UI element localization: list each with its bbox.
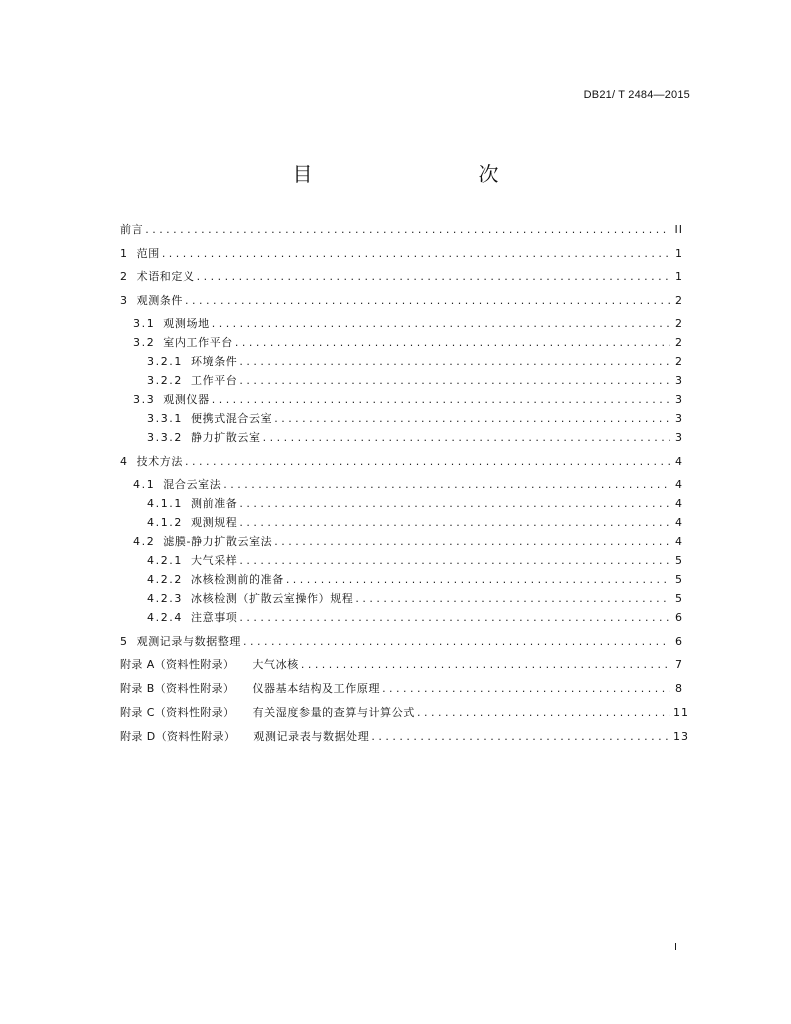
toc-entry[interactable] bbox=[120, 454, 683, 470]
toc-entry-page: 3 bbox=[675, 374, 683, 387]
toc-entry-page: 1 bbox=[675, 270, 683, 283]
toc-entry-number: 4.2.2 bbox=[147, 573, 183, 586]
toc-entry[interactable] bbox=[120, 316, 683, 332]
toc-entry-page: 3 bbox=[675, 393, 683, 406]
toc-entry-number: 附录 B（资料性附录） bbox=[120, 682, 235, 695]
toc-entry[interactable] bbox=[120, 269, 683, 285]
toc-entry-number: 1 bbox=[120, 247, 129, 260]
toc-entry-label: 环境条件 bbox=[191, 355, 238, 368]
toc-entry[interactable] bbox=[120, 634, 683, 650]
toc-dot-leader bbox=[145, 222, 670, 238]
toc-entry-page: 5 bbox=[675, 592, 683, 605]
toc-entry-number: 3.3 bbox=[133, 393, 156, 406]
toc-entry[interactable] bbox=[120, 246, 683, 262]
toc-entry-page: 11 bbox=[673, 706, 689, 719]
toc-dot-leader bbox=[235, 335, 670, 351]
toc-entry-label: 观测仪器 bbox=[163, 393, 210, 406]
toc-entry-number: 附录 A（资料性附录） bbox=[120, 658, 235, 671]
toc-dot-leader bbox=[212, 392, 670, 408]
toc-entry[interactable] bbox=[120, 681, 683, 697]
toc-entry-number: 4.2.4 bbox=[147, 611, 183, 624]
toc-dot-leader bbox=[355, 591, 670, 607]
standard-code: DB21/ T 2484—2015 bbox=[583, 89, 690, 101]
toc-entry-page: 4 bbox=[675, 455, 683, 468]
toc-dot-leader bbox=[286, 572, 670, 588]
toc-entry-page: 1 bbox=[675, 247, 683, 260]
toc-entry-number: 2 bbox=[120, 270, 129, 283]
toc-entry[interactable] bbox=[120, 591, 683, 607]
toc-entry-number: 3.1 bbox=[133, 317, 156, 330]
toc-entry-page: 5 bbox=[675, 573, 683, 586]
toc-dot-leader bbox=[371, 729, 670, 745]
toc-entry-label: 滤膜-静力扩散云室法 bbox=[163, 535, 273, 548]
toc-entry-label: 范围 bbox=[136, 247, 160, 260]
toc-entry-number: 4.1.1 bbox=[147, 497, 183, 510]
toc-entry[interactable] bbox=[120, 515, 683, 531]
toc-entry-label: 混合云室法 bbox=[163, 478, 222, 491]
toc-entry[interactable] bbox=[120, 705, 689, 721]
toc-dot-leader bbox=[185, 454, 670, 470]
toc-entry-number: 4.2 bbox=[133, 535, 156, 548]
toc-entry[interactable] bbox=[120, 729, 689, 745]
toc-entry-number: 3.2.1 bbox=[147, 355, 183, 368]
toc-entry-page: II bbox=[674, 223, 683, 236]
toc-entry-number: 3.2 bbox=[133, 336, 156, 349]
toc-entry-page: 2 bbox=[675, 336, 683, 349]
toc-entry[interactable] bbox=[120, 222, 683, 238]
toc-entry-number: 3.2.2 bbox=[147, 374, 183, 387]
toc-dot-leader bbox=[274, 534, 670, 550]
toc-dot-leader bbox=[239, 496, 670, 512]
toc-dot-leader bbox=[239, 553, 670, 569]
toc-entry-label: 注意事项 bbox=[191, 611, 238, 624]
toc-entry-page: 4 bbox=[675, 535, 683, 548]
toc-dot-leader bbox=[162, 246, 670, 262]
toc-entry-number: 3 bbox=[120, 294, 129, 307]
toc-entry-number: 4.1 bbox=[133, 478, 156, 491]
toc-entry-label: 便携式混合云室 bbox=[191, 412, 273, 425]
toc-dot-leader bbox=[417, 705, 670, 721]
page-number: I bbox=[674, 942, 677, 953]
toc-entry-number: 5 bbox=[120, 635, 129, 648]
toc-entry-page: 5 bbox=[675, 554, 683, 567]
toc-entry[interactable] bbox=[120, 477, 683, 493]
toc-entry-page: 4 bbox=[675, 478, 683, 491]
toc-entry-label: 工作平台 bbox=[191, 374, 238, 387]
page-title: 目 次 bbox=[292, 162, 541, 186]
toc-dot-leader bbox=[239, 515, 670, 531]
toc-dot-leader bbox=[382, 681, 670, 697]
toc-entry[interactable] bbox=[120, 572, 683, 588]
toc-entry-number: 3.3.1 bbox=[147, 412, 183, 425]
toc-entry[interactable] bbox=[120, 430, 683, 446]
toc-entry-page: 6 bbox=[675, 635, 683, 648]
toc-dot-leader bbox=[239, 373, 670, 389]
toc-entry[interactable] bbox=[120, 496, 683, 512]
toc-entry-label: 冰核检测（扩散云室操作）规程 bbox=[191, 592, 354, 605]
toc-entry-number: 3.3.2 bbox=[147, 431, 183, 444]
toc-entry-label: 冰核检测前的准备 bbox=[191, 573, 284, 586]
toc-entry-number: 4 bbox=[120, 455, 129, 468]
toc-entry-label: 静力扩散云室 bbox=[191, 431, 261, 444]
toc-entry-label: 技术方法 bbox=[136, 455, 184, 468]
toc-entry[interactable] bbox=[120, 373, 683, 389]
toc-entry-label: 室内工作平台 bbox=[163, 336, 233, 349]
toc-entry-page: 6 bbox=[675, 611, 683, 624]
toc-entry-label: 术语和定义 bbox=[136, 270, 195, 283]
toc-entry-label: 观测条件 bbox=[136, 294, 184, 307]
toc-entry-label: 观测记录表与数据处理 bbox=[253, 730, 370, 743]
toc-dot-leader bbox=[243, 634, 670, 650]
toc-entry-label: 观测规程 bbox=[191, 516, 238, 529]
toc-entry-page: 3 bbox=[675, 431, 683, 444]
toc-entry-page: 2 bbox=[675, 294, 683, 307]
toc-dot-leader bbox=[239, 354, 670, 370]
toc-entry-label: 观测记录与数据整理 bbox=[136, 635, 242, 648]
toc-dot-leader bbox=[263, 430, 670, 446]
toc-entry-page: 3 bbox=[675, 412, 683, 425]
toc-entry-label: 测前准备 bbox=[191, 497, 238, 510]
toc-dot-leader bbox=[212, 316, 670, 332]
toc-entry[interactable] bbox=[120, 411, 683, 427]
toc-entry-page: 4 bbox=[675, 516, 683, 529]
toc-entry-page: 13 bbox=[673, 730, 689, 743]
toc-dot-leader bbox=[239, 610, 670, 626]
toc-entry[interactable] bbox=[120, 657, 683, 673]
toc-entry-label: 有关湿度参量的查算与计算公式 bbox=[252, 706, 415, 719]
toc-dot-leader bbox=[301, 657, 670, 673]
toc-entry-page: 2 bbox=[675, 355, 683, 368]
toc-entry-label: 前言 bbox=[120, 223, 144, 236]
toc-entry-page: 2 bbox=[675, 317, 683, 330]
toc-entry[interactable] bbox=[120, 335, 683, 351]
toc-entry-number: 附录 C（资料性附录） bbox=[120, 706, 235, 719]
toc-dot-leader bbox=[223, 477, 670, 493]
toc-dot-leader bbox=[185, 293, 670, 309]
toc-entry-page: 7 bbox=[675, 658, 683, 671]
toc-entry-page: 4 bbox=[675, 497, 683, 510]
toc-entry[interactable] bbox=[120, 534, 683, 550]
toc-entry-label: 大气采样 bbox=[191, 554, 238, 567]
toc-entry-number: 4.2.1 bbox=[147, 554, 183, 567]
toc-entry-label: 仪器基本结构及工作原理 bbox=[252, 682, 381, 695]
toc-entry-page: 8 bbox=[675, 682, 683, 695]
toc-entry[interactable] bbox=[120, 392, 683, 408]
toc-entry-number: 4.1.2 bbox=[147, 516, 183, 529]
toc-entry[interactable] bbox=[120, 610, 683, 626]
toc-dot-leader bbox=[197, 269, 670, 285]
toc-entry[interactable] bbox=[120, 553, 683, 569]
toc-entry[interactable] bbox=[120, 293, 683, 309]
toc-dot-leader bbox=[274, 411, 670, 427]
toc-entry[interactable] bbox=[120, 354, 683, 370]
toc-entry-number: 附录 D（资料性附录） bbox=[120, 730, 236, 743]
toc-entry-label: 大气冰核 bbox=[252, 658, 299, 671]
toc-entry-label: 观测场地 bbox=[163, 317, 210, 330]
toc-entry-number: 4.2.3 bbox=[147, 592, 183, 605]
